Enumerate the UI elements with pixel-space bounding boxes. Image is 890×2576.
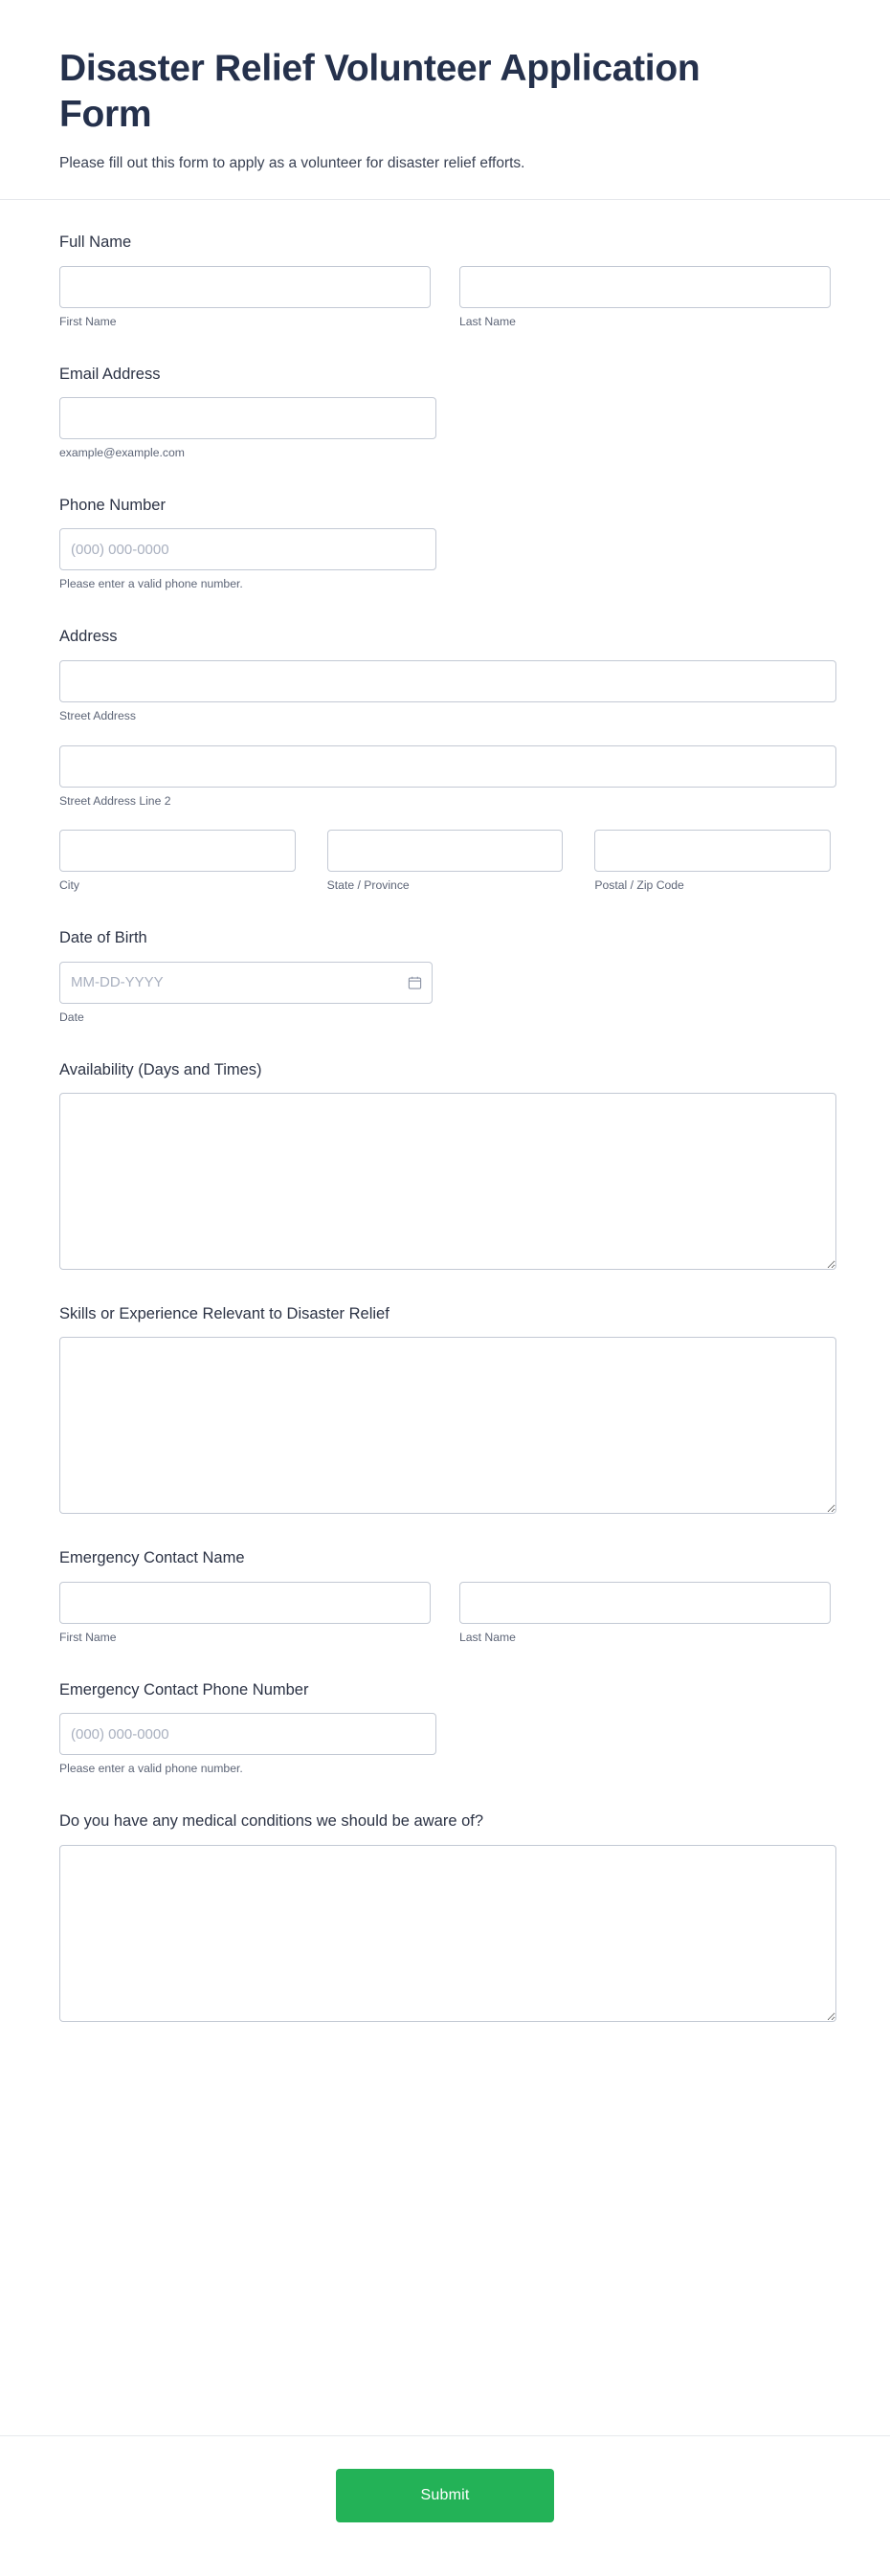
address-city-state-zip-row [59,830,831,894]
emergency-contact-phone-sublabel: Please enter a valid phone number. [59,1762,243,1776]
emergency-last-name-input[interactable] [459,1582,831,1624]
emergency-last-name-col [459,1582,831,1646]
field-medical-conditions [59,1811,831,2021]
state-col [327,830,564,894]
postal-col [594,830,831,894]
field-phone [59,496,831,592]
page-title: Disaster Relief Volunteer Application Form [59,48,701,135]
emergency-first-name-input[interactable] [59,1582,431,1624]
state-sublabel: State / Province [326,878,410,893]
form-subtitle: Please fill out this form to apply as a volunteer for disaster relief efforts. [59,155,525,172]
field-emergency-contact-phone [59,1680,831,1777]
street-address-2-col [59,745,836,810]
field-address [59,627,831,894]
full-name-first-col [59,266,431,330]
availability-label: Availability (Days and Times) [59,1060,262,1078]
availability-textarea[interactable] [59,1093,836,1270]
medical-conditions-textarea[interactable] [59,1845,836,2022]
street-address-col [59,660,836,724]
phone-sublabel: Please enter a valid phone number. [59,577,243,591]
field-emergency-contact-name [59,1548,831,1645]
emergency-contact-phone-label: Emergency Contact Phone Number [59,1680,309,1699]
field-date-of-birth [59,928,831,1025]
medical-conditions-label: Do you have any medical conditions we should be aware of? [59,1812,484,1831]
date-of-birth-label: Date of Birth [59,929,147,947]
emergency-contact-phone-input[interactable] [59,1713,436,1755]
street-address-2-input[interactable] [59,745,836,788]
date-of-birth-sublabel: Date [59,1010,84,1024]
email-input[interactable] [59,397,436,439]
phone-input[interactable] [59,528,436,570]
city-col [59,830,296,894]
medical-conditions-col [59,1845,836,2022]
date-of-birth-input[interactable] [59,962,433,1004]
date-input-wrapper [59,962,433,1004]
emergency-contact-name-row [59,1582,831,1646]
field-email [59,365,831,461]
phone-label: Phone Number [59,497,166,514]
full-name-label: Full Name [59,233,132,252]
phone-col [59,528,436,592]
skills-label: Skills or Experience Relevant to Disaster Relief [59,1305,389,1323]
date-of-birth-col [59,962,831,1026]
street-address-sublabel: Street Address [59,708,136,722]
emergency-first-name-col [59,1582,431,1646]
emergency-contact-phone-col [59,1713,436,1777]
field-availability [59,1060,831,1270]
emergency-contact-name-label: Emergency Contact Name [59,1549,245,1567]
full-name-row [59,266,831,330]
skills-textarea[interactable] [59,1337,836,1514]
city-sublabel: City [59,878,79,893]
email-sublabel: example@example.com [59,446,185,460]
email-label: Email Address [59,365,161,383]
form-body [0,200,890,2412]
postal-code-input[interactable] [594,830,831,872]
availability-col [59,1093,836,1270]
field-skills [59,1304,831,1514]
first-name-input[interactable] [59,266,431,308]
last-name-sublabel: Last Name [459,314,516,328]
address-label: Address [59,628,118,646]
form-footer [0,2435,890,2576]
full-name-last-col [459,266,831,330]
postal-code-sublabel: Postal / Zip Code [594,878,684,893]
emergency-last-name-sublabel: Last Name [459,1630,516,1644]
city-input[interactable] [59,830,296,872]
street-address-2-sublabel: Street Address Line 2 [59,793,171,808]
street-address-input[interactable] [59,660,836,702]
skills-col [59,1337,836,1514]
state-input[interactable] [327,830,564,872]
email-col [59,397,436,461]
field-full-name [59,233,831,329]
submit-button[interactable]: Submit [336,2469,554,2522]
emergency-first-name-sublabel: First Name [59,1630,117,1644]
last-name-input[interactable] [459,266,831,308]
form-header [0,0,890,200]
first-name-sublabel: First Name [59,314,117,328]
